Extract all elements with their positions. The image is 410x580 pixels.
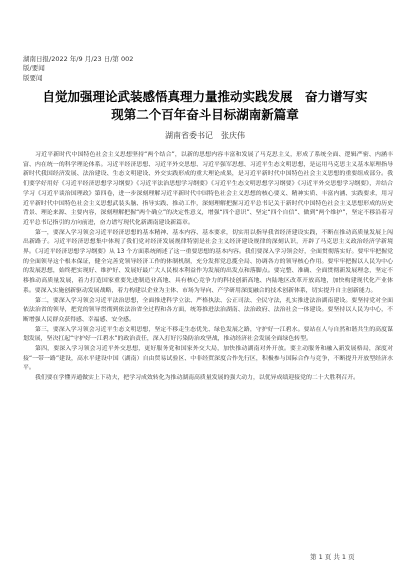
article-byline: 湖南省委书记 张庆伟	[165, 131, 245, 140]
edition-label: 版/要闻	[23, 64, 45, 72]
article-title-line-2: 现第二个百年奋斗目标湖南新篇章	[111, 107, 299, 122]
paragraph-diplomacy: 第四，要深入学习领会习近平外交思想，更好服务党和国家外交大局，加快推动湖南对外开放。要主动服务和融入新发展格局，深度对接“一带一路”建设，高水平建设中国（湖南）自由贸易试验区、中非经贸深度合作先行区，积极参与国际合作与竞争，不断提升开放型经济水平。	[23, 346, 393, 372]
paragraph-ecology: 第三，要深入学习领会习近平生态文明思想，坚定不移走生态优先、绿色发展之路，守护好一江碧水。要站在人与自然和谐共生的高度谋划发展，坚决扛起“守护好一江碧水”的政治责任，深入打好污染防治攻坚战，推动经济社会发展全面绿色转型。	[23, 326, 393, 343]
paragraph-conclusion: 我们要在学懂弄通做实上下功夫，把学习成效转化为推动湖南高质量发展的强大动力，以优异成绩迎接党的二十大胜利召开。	[35, 375, 359, 382]
paragraph-economic-thought: 第一，要深入学习领会习近平经济思想的基本精神、基本内容、基本要求，切实用以指导我省经济建设实践，不断在推动高质量发展上闯出新路子。习近平经济思想集中体现了我们党对经济发展规律特别是社会主义经济建设规律的深刻认识，开辟了马克思主义政治经济学新境界。《习近平经济思想学习纲要》从 13 个方面系统阐述了这一重要思想的基本内容。我们要深入学习领会好，全面贯彻落实好。要牢牢把握党的全面领导这个根本保证，健全完善党领导经济工作的体制机制，充分发挥党总揽全局、协调各方的领导核心作用。要牢牢把握以人民为中心的发展思想，始终把实现好、维护好、发展好最广大人民根本利益作为发展的出发点和落脚点。要完整、准确、全面贯彻新发展理念，坚定不移推动高质量发展，着力打造国家重要先进制造业高地、具有核心竞争力的科技创新高地、内陆地区改革开放高地，加快构建现代化产业体系。要深入实施创新驱动发展战略，着力构建以企业为主体、市场为导向、产学研用深度融合的技术创新体系，切实提升自主创新能力。	[23, 229, 393, 294]
article-body	[23, 151, 393, 384]
paragraph-rule-of-law: 第二，要深入学习领会习近平法治思想，全面推进科学立法、严格执法、公正司法、全民守法，扎实推进法治湖南建设。要坚持党对全面依法治省的领导，把党的领导贯彻到依法治省全过程和各方面，统筹推进法治湖南、法治政府、法治社会一体建设。要坚持以人民为中心，不断增强人民群众获得感、幸福感、安全感。	[23, 297, 393, 323]
paragraph-intro: 习近平新时代中国特色社会主义思想坚持“两个结合”，以新的思想内容丰富和发展了马克思主义，形成了系统全面、逻辑严密、内涵丰富、内在统一的科学理论体系。习近平经济思想、习近平外交思想、习近平强军思想、习近平生态文明思想，是运用马克思主义基本原理指导新时代我国经济发展、法治建设、生态文明建设、外交实践形成的重大理论成果，是习近平新时代中国特色社会主义思想的重要组成部分。我们要学好用好《习近平经济思想学习纲要》《习近平法治思想学习纲要》《习近平生态文明思想学习纲要》《习近平外交思想学习纲要》，并结合学习《习近平谈治国理政》第四卷，进一步深刻理解习近平新时代中国特色社会主义思想的核心要义、精神实质、丰富内涵、实践要求，用习近平新时代中国特色社会主义思想武装头脑、指导实践、推动工作，深刻理解把握习近平总书记关于新时代中国特色社会主义思想形成的历史背景、理论来源、主要内容，深刻理解把握“两个确立”的决定性意义，增强“四个意识”、坚定“四个自信”、做到“两个维护”，坚定不移沿着习近平总书记指引的方向前进，奋力谱写现代化新湖南建设新篇章。	[23, 152, 393, 226]
page-number: 第 1 页 共 1 页	[310, 553, 355, 561]
article-title-line-1: 自觉加强理论武装感悟真理力量推动实践发展 奋力谱写实	[42, 89, 368, 104]
section-label: 版要闻	[23, 74, 43, 82]
newspaper-source: 湖南日报/2022 年/9 月/23 日/第 002	[23, 55, 134, 63]
